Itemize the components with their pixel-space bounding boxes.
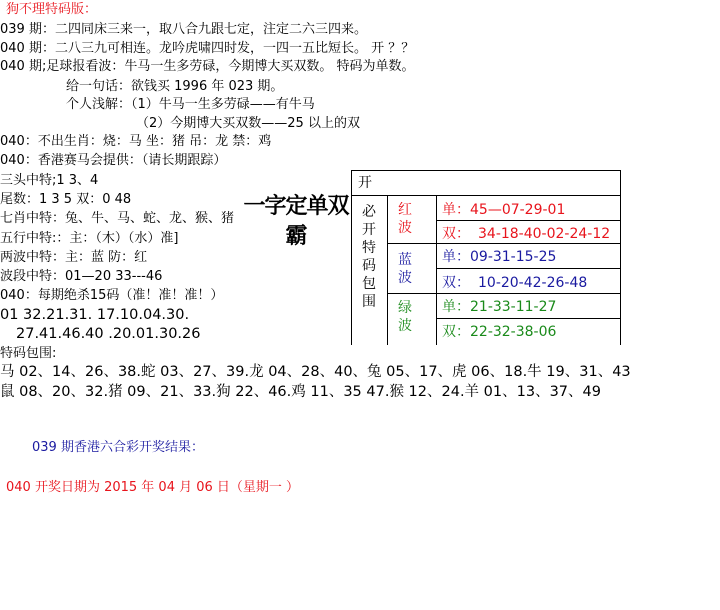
line-040-a: 040 期：二八三九可相连。龙吟虎啸四时发，一四一五比短长。 开 ？？: [0, 41, 415, 56]
grid-divider: [436, 243, 621, 244]
line-nums-2: 27.41.46.40 .20.01.30.26: [16, 326, 201, 342]
grid-red-wave: 红波: [398, 202, 412, 236]
grid-row: 单：09-31-15-25: [442, 249, 557, 265]
line-nums-1: 01 32.21.31. 17.10.04.30.: [0, 307, 190, 323]
result-heading: 039 期香港六合彩开奖结果：: [32, 440, 204, 455]
grid-divider: [436, 318, 621, 319]
grid-row: 双： 34-18-40-02-24-12: [442, 226, 611, 242]
grid-divider: [387, 243, 436, 244]
line-range: 波段中特：01—20 33---46: [0, 269, 163, 284]
grid-row: 单：21-33-11-27: [442, 299, 557, 315]
line-saying: 给一句话：欲钱买 1996 年 023 期。: [66, 79, 284, 94]
grid-must-label: 必开特码包围: [362, 204, 376, 310]
grid-row: 单：45—07-29-01: [442, 202, 566, 218]
line-wave2: 两波中特：主：蓝 防：红: [0, 250, 148, 265]
line-seven: 七肖中特：兔、牛、马、蛇、龙、猴、猪: [0, 211, 235, 226]
grid-row: 双：22-32-38-06: [442, 324, 557, 340]
motto-text: 一字定单双霸: [243, 194, 349, 249]
line-040-b: 040 期;足球报看波：牛马一生多劳碌，今期博大买双数。 特码为单数。: [0, 59, 415, 74]
line-no-show: 040：不出生肖：烧：马 坐：猪 吊：龙 禁：鸡: [0, 134, 272, 149]
number-grid: [351, 170, 621, 345]
page-title: 狗不理特码版：: [6, 2, 98, 17]
line-explain-1: 个人浅解：（1）牛马一生多劳碌——有牛马: [66, 97, 315, 112]
line-bag-2: 鼠 08、20、32.猪 09、21、33.狗 22、46.鸡 11、35 47.猴 12、24.羊 01、13、37、49: [0, 384, 601, 400]
grid-divider: [436, 220, 621, 221]
grid-green-wave: 绿波: [398, 300, 412, 334]
grid-blue-wave: 蓝波: [398, 252, 412, 286]
line-explain-2: （2）今期博大买双数——25 以上的双: [136, 116, 360, 131]
line-provider: 040：香港赛马会提供：（请长期跟踪）: [0, 153, 227, 168]
grid-row: 双： 10-20-42-26-48: [442, 275, 588, 291]
grid-divider: [436, 268, 621, 269]
grid-divider: [387, 293, 436, 294]
line-039: 039 期：二四同床三来一，取八合九跟七定，注定二六三四来。: [0, 22, 367, 37]
grid-open-label: 开: [358, 175, 372, 191]
grid-divider: [387, 195, 388, 345]
grid-divider: [620, 171, 621, 345]
line-head3: 三头中特;1 3、4: [0, 173, 99, 188]
line-bag: 特码包围:: [0, 346, 57, 361]
line-five: 五行中特:：主：（木）（水）准]: [0, 231, 179, 246]
draw-date: 040 开奖日期为 2015 年 04 月 06 日（星期一 ）: [6, 480, 300, 495]
line-kill: 040：每期绝杀15码（准！准！准！）: [0, 288, 224, 303]
grid-divider: [436, 293, 621, 294]
grid-divider: [352, 195, 621, 196]
grid-divider: [436, 195, 437, 345]
line-bag-1: 马 02、14、26、38.蛇 03、27、39.龙 04、28、40、兔 05、17、虎 06、18.牛 19、31、43: [0, 364, 631, 380]
line-tail: 尾数：1 3 5 双：0 48: [0, 192, 132, 207]
